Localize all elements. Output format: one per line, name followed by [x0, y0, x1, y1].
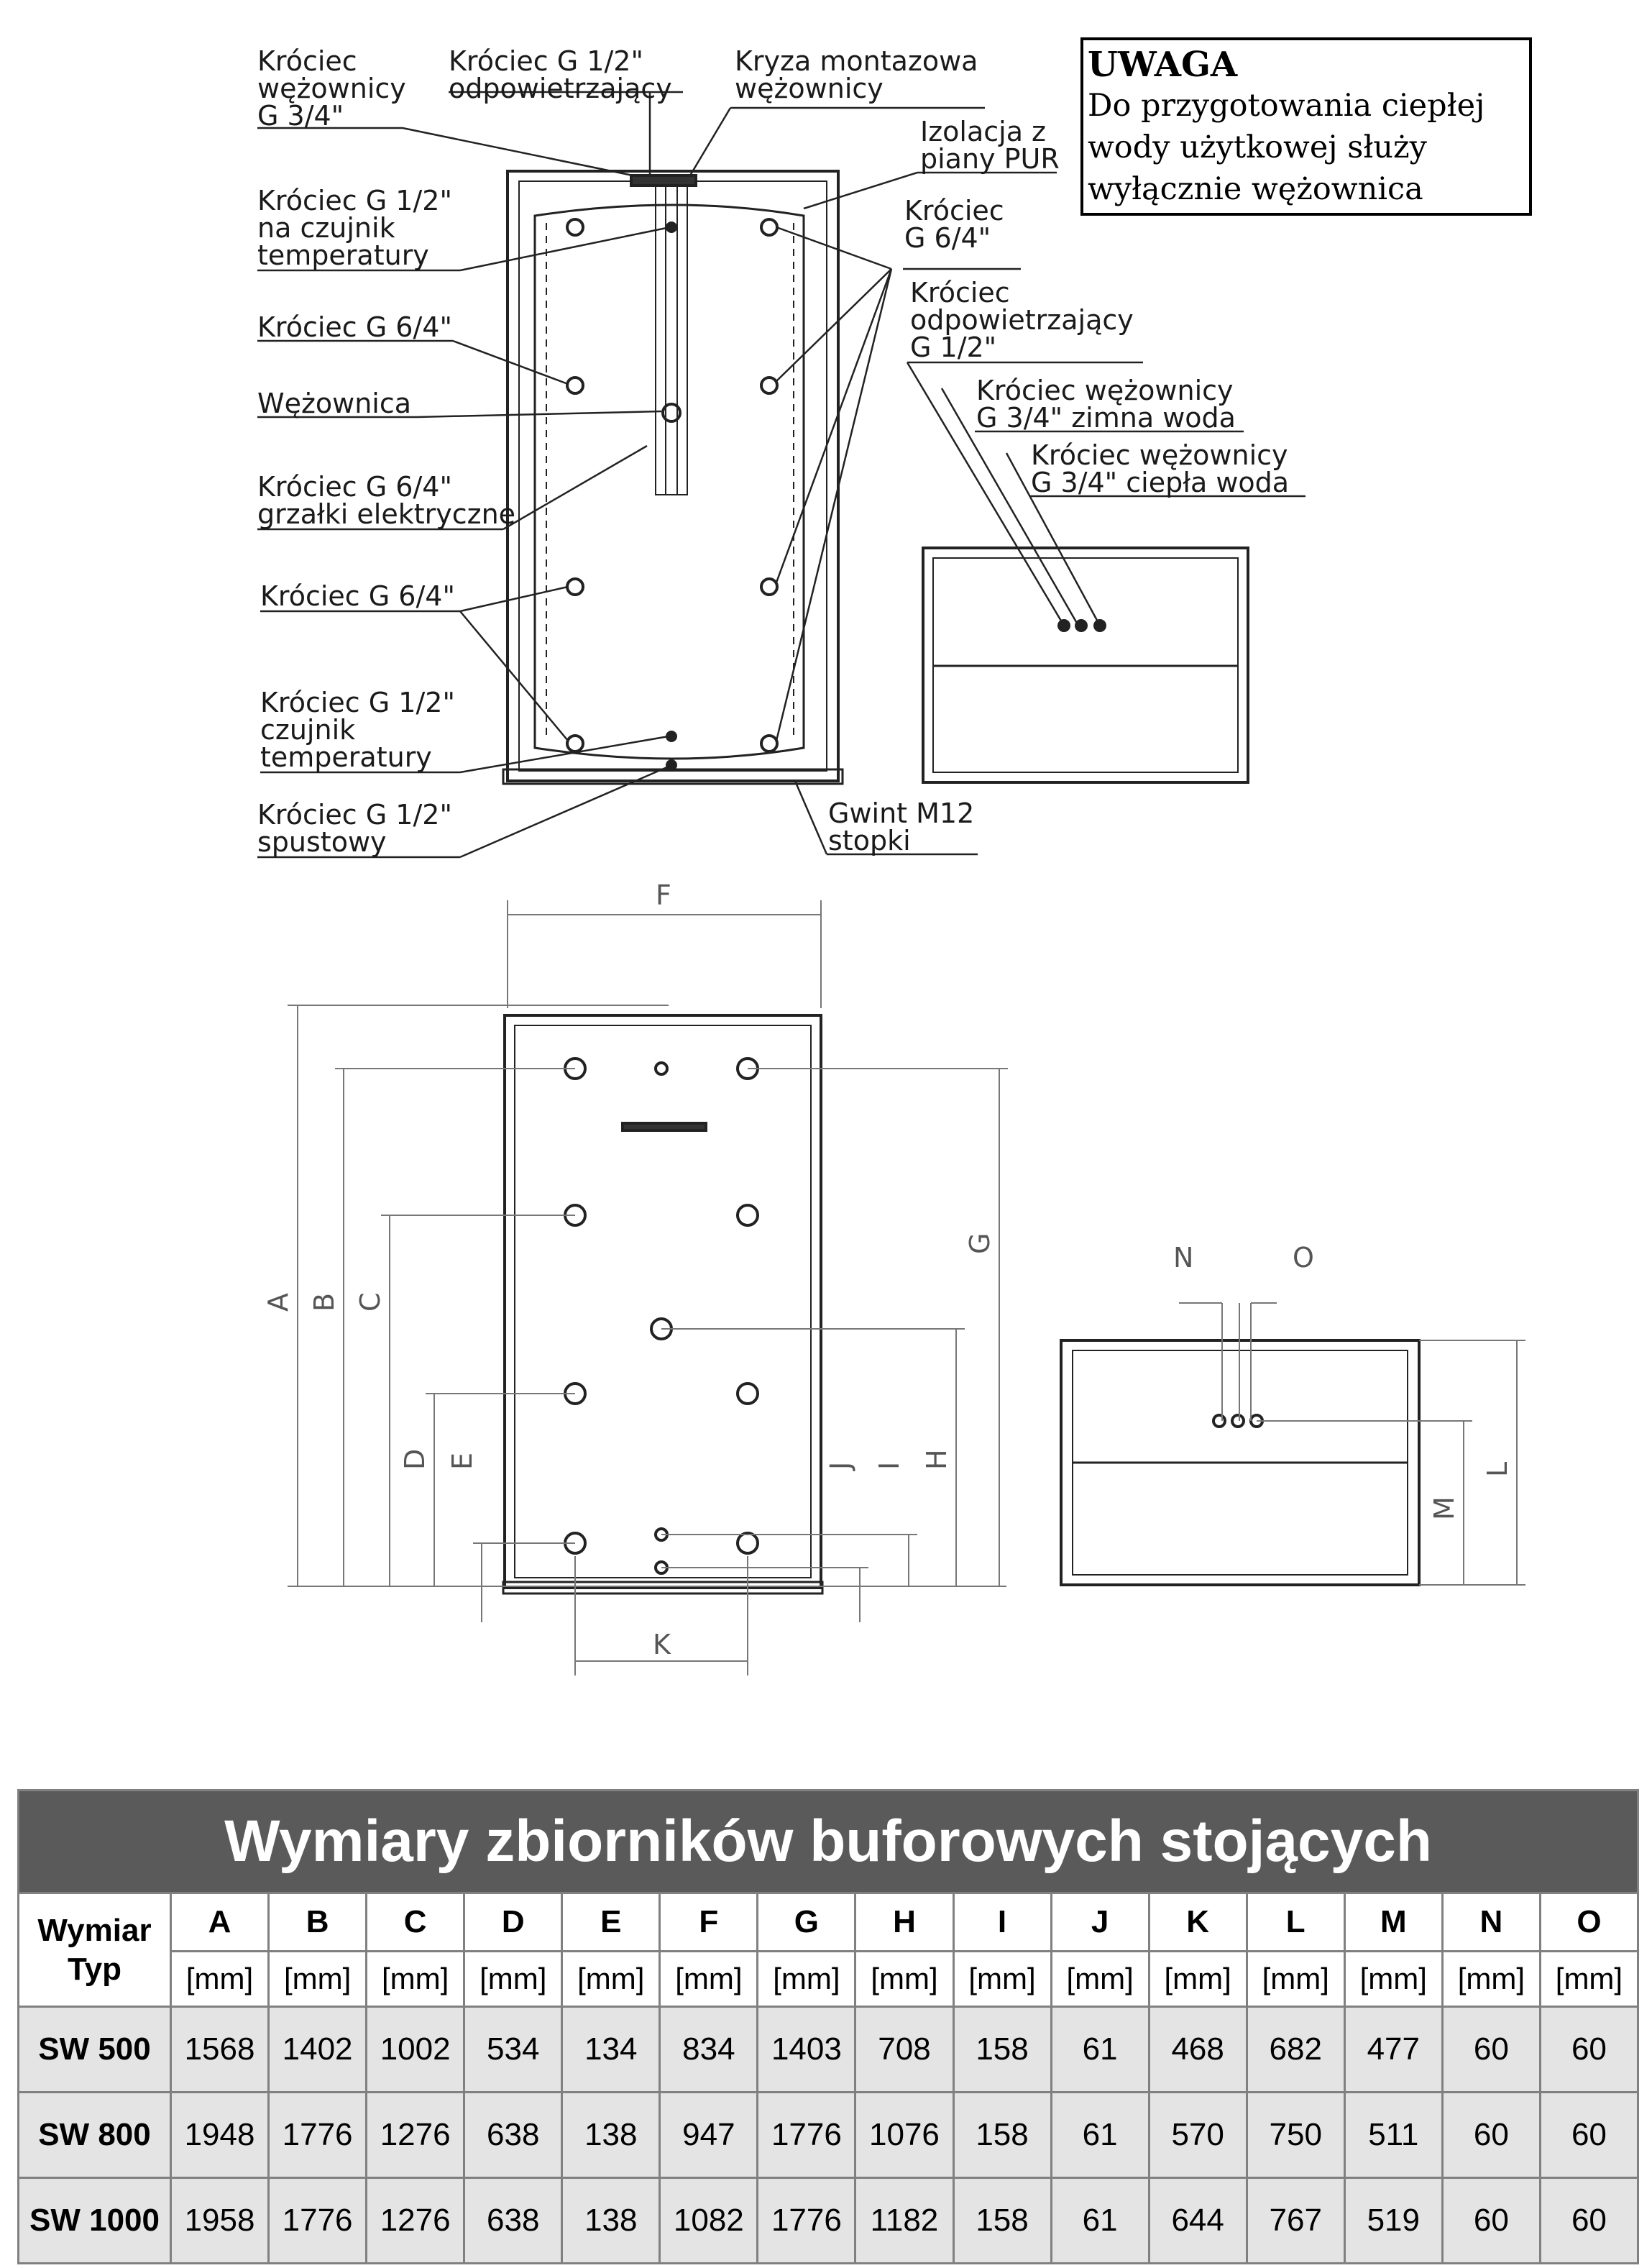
unit-cell: [mm] [953, 1952, 1051, 2007]
callout-pur-insulation: Izolacja z piany PUR [920, 116, 1060, 175]
unit-cell: [mm] [171, 1952, 269, 2007]
table-title: Wymiary zbiorników buforowych stojących [19, 1791, 1638, 1893]
value-cell: 158 [953, 2007, 1051, 2093]
column-header: C [367, 1893, 464, 1952]
unit-cell: [mm] [660, 1952, 758, 2007]
callout-temp-sensor-bottom: Króciec G 1/2" czujnik temperatury [260, 687, 455, 773]
value-cell: 1958 [171, 2178, 269, 2264]
table-row [19, 2007, 1638, 2093]
table-corner-header: Wymiar Typ [19, 1893, 171, 2007]
dim-letter-d: D [399, 1448, 431, 1470]
column-header: J [1051, 1893, 1149, 1952]
column-header: H [855, 1893, 953, 1952]
value-cell: 1776 [269, 2093, 367, 2178]
callout-coil-cold-water: Króciec wężownicy G 3/4" zimna woda [976, 375, 1236, 434]
dim-letter-g: G [964, 1233, 996, 1254]
unit-cell: [mm] [1442, 1952, 1540, 2007]
column-header: E [562, 1893, 660, 1952]
value-cell: 947 [660, 2093, 758, 2178]
notice-line-1: Do przygotowania ciepłej [1088, 88, 1485, 124]
column-header: D [464, 1893, 562, 1952]
callout-connector-64-a: Króciec G 6/4" [257, 311, 452, 343]
tank-front-view [503, 1015, 822, 1593]
value-cell: 1402 [269, 2007, 367, 2093]
dim-letter-m: M [1428, 1496, 1460, 1520]
callout-air-vent-top: Króciec G 1/2" odpowietrzający [449, 45, 672, 104]
value-cell: 1403 [758, 2007, 855, 2093]
dim-letter-i: I [873, 1461, 905, 1470]
value-cell: 750 [1247, 2093, 1344, 2178]
unit-cell: [mm] [464, 1952, 562, 2007]
row-type: SW 500 [19, 2007, 171, 2093]
value-cell: 134 [562, 2007, 660, 2093]
table-header-row [19, 1893, 1638, 1952]
column-header: L [1247, 1893, 1344, 1952]
side-view-top [923, 548, 1248, 782]
dim-letter-l: L [1482, 1461, 1513, 1477]
column-header: M [1344, 1893, 1442, 1952]
dim-letter-c: C [354, 1292, 386, 1312]
value-cell: 138 [562, 2178, 660, 2264]
value-cell: 158 [953, 2178, 1051, 2264]
unit-cell: [mm] [855, 1952, 953, 2007]
table-unit-row [19, 1952, 1638, 2007]
value-cell: 60 [1442, 2178, 1540, 2264]
callout-temp-sensor-top: Króciec G 1/2" na czujnik temperatury [257, 185, 452, 271]
value-cell: 767 [1247, 2178, 1344, 2264]
column-header: A [171, 1893, 269, 1952]
unit-cell: [mm] [758, 1952, 855, 2007]
unit-cell: [mm] [1149, 1952, 1247, 2007]
column-header: B [269, 1893, 367, 1952]
dim-letter-f: F [656, 879, 671, 911]
column-header: G [758, 1893, 855, 1952]
value-cell: 682 [1247, 2007, 1344, 2093]
dim-letter-o: O [1293, 1242, 1314, 1274]
value-cell: 638 [464, 2093, 562, 2178]
column-header: O [1540, 1893, 1638, 1952]
value-cell: 1776 [758, 2093, 855, 2178]
value-cell: 1076 [855, 2093, 953, 2178]
value-cell: 138 [562, 2093, 660, 2178]
callout-coil-connector: Króciec wężownicy G 3/4" [257, 45, 406, 132]
row-type: SW 1000 [19, 2178, 171, 2264]
dim-letter-b: B [308, 1292, 340, 1312]
dim-letter-a: A [262, 1293, 294, 1312]
callout-air-vent-right: Króciec odpowietrzający G 1/2" [910, 277, 1134, 363]
callout-foot-thread: Gwint M12 stopki [828, 797, 975, 856]
value-cell: 61 [1051, 2007, 1149, 2093]
callout-drain-connector: Króciec G 1/2" spustowy [257, 799, 452, 858]
value-cell: 1182 [855, 2178, 953, 2264]
value-cell: 1082 [660, 2178, 758, 2264]
column-header: K [1149, 1893, 1247, 1952]
callout-heater-connector: Króciec G 6/4" grzałki elektryczne [257, 471, 516, 530]
value-cell: 1776 [269, 2178, 367, 2264]
dim-letter-n: N [1173, 1242, 1194, 1274]
value-cell: 61 [1051, 2093, 1149, 2178]
value-cell: 534 [464, 2007, 562, 2093]
value-cell: 519 [1344, 2178, 1442, 2264]
value-cell: 60 [1540, 2178, 1638, 2264]
dim-letter-e: E [446, 1452, 478, 1470]
value-cell: 1568 [171, 2007, 269, 2093]
notice-line-3: wyłącznie wężownica [1088, 171, 1423, 207]
column-header: N [1442, 1893, 1540, 1952]
callout-connector-64-right: Króciec G 6/4" [904, 195, 1004, 254]
dim-letter-h: H [921, 1449, 953, 1470]
callout-coil: Wężownica [257, 388, 412, 419]
callout-connector-64-b: Króciec G 6/4" [260, 580, 455, 612]
callouts-top [449, 45, 987, 104]
value-cell: 1776 [758, 2178, 855, 2264]
value-cell: 708 [855, 2007, 953, 2093]
notice-title: UWAGA [1088, 45, 1238, 85]
unit-cell: [mm] [269, 1952, 367, 2007]
value-cell: 1276 [367, 2178, 464, 2264]
column-header: I [953, 1893, 1051, 1952]
column-header: F [660, 1893, 758, 1952]
dimensions-table [17, 1789, 1639, 2264]
callout-coil-hot-water: Króciec wężownicy G 3/4" ciepła woda [1031, 439, 1290, 498]
value-cell: 1276 [367, 2093, 464, 2178]
value-cell: 644 [1149, 2178, 1247, 2264]
dimension-letter-group [262, 879, 1513, 1660]
unit-cell: [mm] [562, 1952, 660, 2007]
value-cell: 1002 [367, 2007, 464, 2093]
side-dimension-lines [1179, 1303, 1525, 1585]
callout-coil-flange: Kryza montazowa wężownicy [735, 45, 978, 104]
table-row [19, 2178, 1638, 2264]
table-row [19, 2093, 1638, 2178]
value-cell: 60 [1540, 2007, 1638, 2093]
value-cell: 60 [1442, 2093, 1540, 2178]
value-cell: 834 [660, 2007, 758, 2093]
dim-letter-k: K [653, 1629, 671, 1660]
value-cell: 477 [1344, 2007, 1442, 2093]
value-cell: 570 [1149, 2093, 1247, 2178]
unit-cell: [mm] [1247, 1952, 1344, 2007]
value-cell: 158 [953, 2093, 1051, 2178]
notice-box [1080, 37, 1532, 216]
row-type: SW 800 [19, 2093, 171, 2178]
unit-cell: [mm] [1344, 1952, 1442, 2007]
notice-line-2: wody użytkowej służy [1088, 129, 1427, 165]
callouts-right [828, 116, 1297, 856]
value-cell: 61 [1051, 2178, 1149, 2264]
unit-cell: [mm] [1540, 1952, 1638, 2007]
unit-cell: [mm] [1051, 1952, 1149, 2007]
unit-cell: [mm] [367, 1952, 464, 2007]
value-cell: 60 [1540, 2093, 1638, 2178]
dim-letter-j: J [825, 1461, 856, 1470]
value-cell: 1948 [171, 2093, 269, 2178]
tank-cross-section [503, 171, 843, 784]
value-cell: 60 [1442, 2007, 1540, 2093]
value-cell: 638 [464, 2178, 562, 2264]
callouts-left [257, 45, 515, 858]
value-cell: 468 [1149, 2007, 1247, 2093]
value-cell: 511 [1344, 2093, 1442, 2178]
